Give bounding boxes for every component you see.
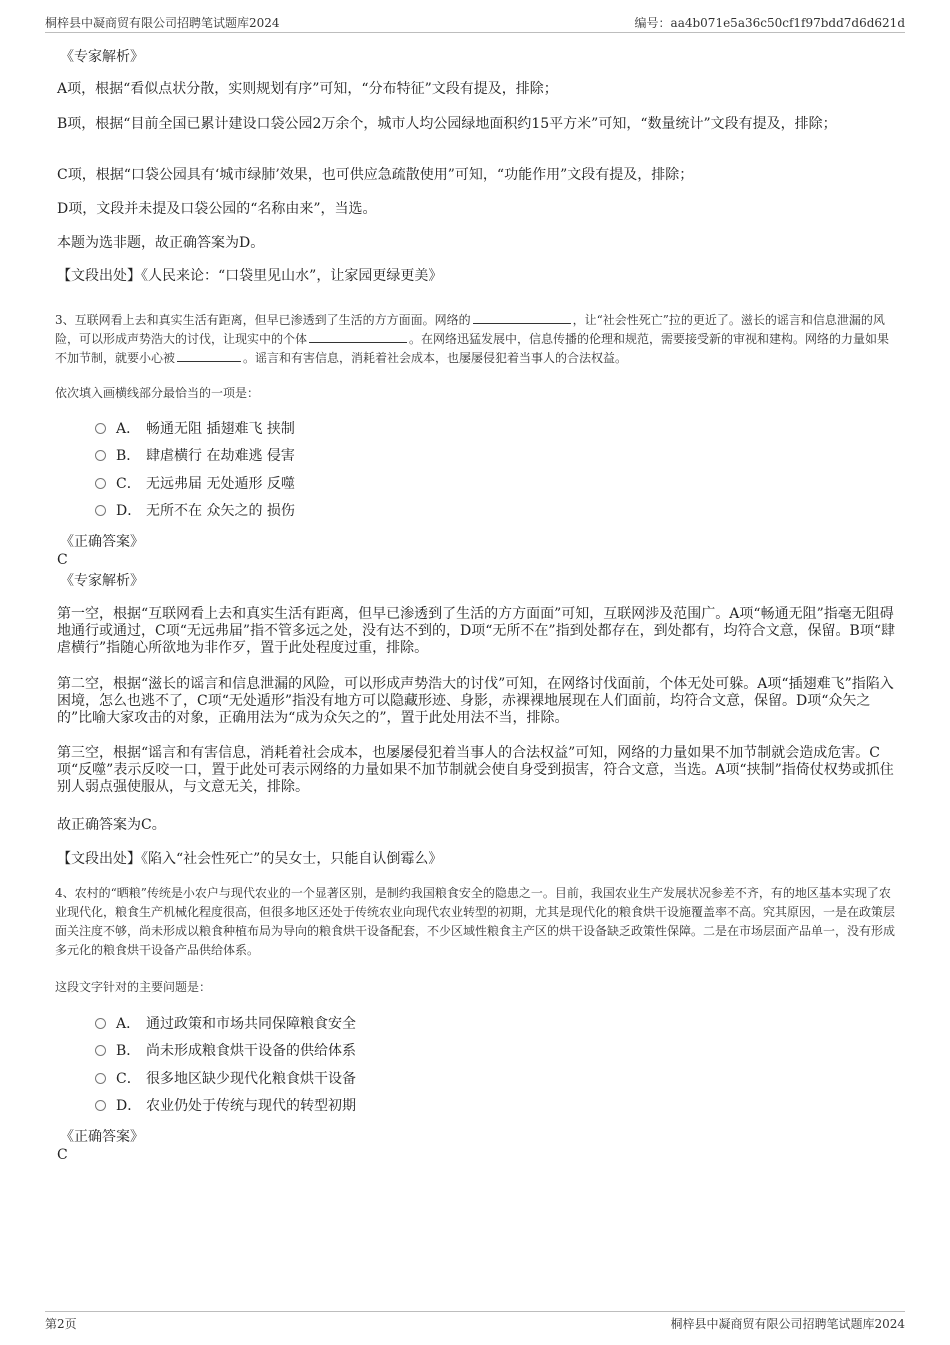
q3-conclusion: 故正确答案为C。 <box>57 817 166 833</box>
q3-stem-part-2: ，让“社会性死亡”拉的更近了。滋长的谣言和信息泄漏的风险，可以形成声势浩大的讨伐，让现实中的个体 <box>55 313 885 346</box>
q4-option-c[interactable] <box>95 1070 356 1088</box>
q4-option-d[interactable] <box>95 1097 356 1115</box>
option-key: B． <box>116 1043 141 1059</box>
radio-icon[interactable] <box>95 478 106 489</box>
option-key: D． <box>116 1098 142 1114</box>
radio-icon[interactable] <box>95 1100 106 1111</box>
option-key: C． <box>116 1071 141 1087</box>
q4-option-b[interactable] <box>95 1042 356 1060</box>
q2-source: 【文段出处】《人民来论：“口袋里见山水”，让家园更绿更美》 <box>57 268 443 284</box>
q3-stem <box>55 311 895 368</box>
option-key: B． <box>116 448 141 464</box>
radio-icon[interactable] <box>95 1073 106 1084</box>
q3-answer-label: 《正确答案》 <box>60 534 144 550</box>
q2-conclusion: 本题为选非题，故正确答案为D。 <box>57 235 265 251</box>
q4-answer-label: 《正确答案》 <box>60 1129 144 1145</box>
footer-title: 桐梓县中凝商贸有限公司招聘笔试题库2024 <box>670 1317 905 1331</box>
q4-answer-value: C <box>57 1147 68 1163</box>
option-key: A． <box>116 421 141 437</box>
q3-option-b[interactable] <box>95 447 295 465</box>
option-key: A． <box>116 1016 141 1032</box>
q3-source: 【文段出处】《陷入“社会性死亡”的吴女士，只能自认倒霉么》 <box>57 851 443 867</box>
q3-stem-part-4: 。谣言和有害信息，消耗着社会成本，也屡屡侵犯着当事人的合法权益。 <box>243 351 628 365</box>
q4-stem: 4、农村的“晒粮”传统是小农户与现代农业的一个显著区别，是制约我国粮食安全的隐患之一。目前，我国农业生产发展状况参差不齐，有的地区基本实现了农业现代化，粮食生产机械化程度很高，但很多地区还处于传统农业向现代农业转型的初期，尤其是现代化的粮食烘干设施覆盖率不高。究其原因，一是在政策层面关注度不够，尚未形成以粮食种植布局为导向的粮食烘干设备配套，不少区域性粮食主产区的烘干设备缺乏政策性保障。二是在市场层面产品单一，没有形成多元化的粮食烘干设备产品供给体系。 <box>55 886 896 957</box>
q3-stem-part-1: 3、互联网看上去和真实生活有距离，但早已渗透到了生活的方方面面。网络的 <box>55 313 471 327</box>
page-number: 第2页 <box>45 1317 77 1331</box>
q2-analysis-c: C项，根据“口袋公园具有‘城市绿肺’效果，也可供应急疏散使用”可知，“功能作用”文段有提及，排除； <box>57 167 694 183</box>
option-key: D． <box>116 503 142 519</box>
q3-option-c[interactable] <box>95 475 295 493</box>
option-text: 肆虐横行 在劫难逃 侵害 <box>146 448 295 464</box>
q3-answer-value: C <box>57 552 68 568</box>
q3-expert-label: 《专家解析》 <box>60 573 144 589</box>
option-key: C． <box>116 476 141 492</box>
q3-option-d[interactable] <box>95 502 295 520</box>
option-text: 尚未形成粮食烘干设备的供给体系 <box>146 1043 356 1059</box>
q3-blank-2 <box>309 330 407 343</box>
radio-icon[interactable] <box>95 1045 106 1056</box>
q4-option-a[interactable] <box>95 1015 356 1033</box>
option-text: 畅通无阻 插翅难飞 挟制 <box>146 421 295 437</box>
header-serial: 编号：aa4b071e5a36c50cf1f97bdd7d6d621d <box>634 16 905 30</box>
radio-icon[interactable] <box>95 423 106 434</box>
q2-analysis-d: D项，文段并未提及口袋公园的“名称由来”，当选。 <box>57 201 377 217</box>
q4-prompt: 这段文字针对的主要问题是： <box>55 980 212 994</box>
q3-prompt: 依次填入画横线部分最恰当的一项是： <box>55 386 260 400</box>
option-text: 无所不在 众矢之的 损伤 <box>146 503 295 519</box>
option-text: 很多地区缺少现代化粮食烘干设备 <box>146 1071 356 1087</box>
q2-analysis-a: A项，根据“看似点状分散，实则规划有序”可知，“分布特征”文段有提及，排除； <box>57 81 558 97</box>
option-text: 通过政策和市场共同保障粮食安全 <box>146 1016 356 1032</box>
page-header <box>45 14 905 33</box>
radio-icon[interactable] <box>95 505 106 516</box>
option-text: 农业仍处于传统与现代的转型初期 <box>146 1098 356 1114</box>
radio-icon[interactable] <box>95 450 106 461</box>
header-title: 桐梓县中凝商贸有限公司招聘笔试题库2024 <box>45 16 280 30</box>
q3-blank-3 <box>177 349 241 362</box>
radio-icon[interactable] <box>95 1018 106 1029</box>
q3-option-a[interactable] <box>95 420 295 438</box>
q3-analysis-3: 第三空，根据“谣言和有害信息，消耗着社会成本，也屡屡侵犯着当事人的合法权益”可知，网络的力量如果不加节制就会造成危害。C项“反噬”表示反咬一口，置于此处可表示网络的力量如果不加节制就会使自身受到损害，符合文意，当选。A项“挟制”指倚仗权势或抓住别人弱点强使服从，与文意无关，排除。 <box>57 745 894 795</box>
q3-analysis-2: 第二空，根据“滋长的谣言和信息泄漏的风险，可以形成声势浩大的讨伐”可知，在网络讨伐面前，个体无处可躲。A项“插翅难飞”指陷入困境，怎么也逃不了，C项“无处遁形”指没有地方可以隐藏形迹、身影，赤裸裸地展现在人们面前，均符合文意，保留。D项“众矢之的”比喻大家攻击的对象，正确用法为“成为众矢之的”，置于此处用法不当，排除。 <box>57 676 894 726</box>
q2-expert-label: 《专家解析》 <box>60 49 144 65</box>
q3-blank-1 <box>473 311 571 324</box>
q3-analysis-1: 第一空，根据“互联网看上去和真实生活有距离，但早已渗透到了生活的方方面面”可知，互联网涉及范围广。A项“畅通无阻”指毫无阻碍地通行或通过，C项“无远弗届”指不管多远之处，没有达不到的，D项“无所不在”指到处都存在，到处都有，均符合文意，保留。B项“肆虐横行”指随心所欲地为非作歹，置于此处程度过重，排除。 <box>57 606 896 656</box>
q3-stem-part-3: 。在网络迅猛发展中，信息传播的伦理和规范，需要接受新的审视和建构。网络的力量如果不加节制，就要小心被 <box>55 332 890 365</box>
option-text: 无远弗届 无处遁形 反噬 <box>146 476 295 492</box>
q2-analysis-b: B项，根据“目前全国已累计建设口袋公园2万余个，城市人均公园绿地面积约15平方米”可知，“数量统计”文段有提及，排除； <box>57 116 837 132</box>
page-footer <box>45 1311 905 1334</box>
